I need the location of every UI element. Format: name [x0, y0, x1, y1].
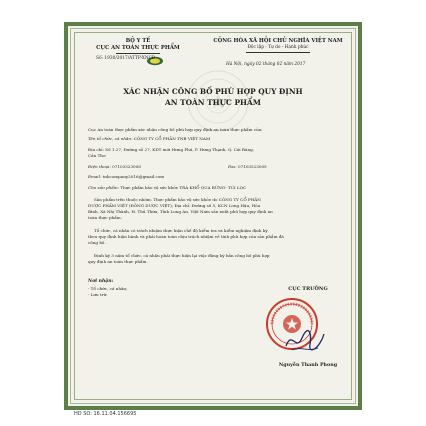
document-number: Số: 1930/2017/ATTP-XNCB — [96, 56, 156, 61]
recipient-item-2: - Lưu trữ. — [88, 292, 108, 297]
responsibility-line-1: Tổ chức, cá nhân có trách nhiệm thực hiện chế độ kiểm tra và kiểm nghiệm định kỳ — [94, 228, 268, 233]
country-name: CỘNG HÒA XÃ HỘI CHỦ NGHĨA VIỆT NAM — [213, 38, 343, 44]
recipients-label: Nơi nhận: — [88, 279, 114, 284]
responsibility-line-2: theo quy định hiện hành và phải hoàn toàn chịu trách nhiệm về tính phù hợp của sản phẩm đã — [88, 234, 284, 239]
organization-value: CÔNG TY CỔ PHẦN TNB VIỆT NAM — [133, 136, 211, 141]
product-value: Thực phẩm bảo vệ sức khỏe TRÀ KHỔ QUA RỪNG- TÚI LỌC — [120, 185, 247, 190]
phone-label: Điện thoại: — [88, 164, 111, 169]
email-line — [88, 174, 164, 180]
address-line-2: Cần Thơ — [88, 153, 106, 158]
phone-value: 07103523008 — [112, 164, 141, 169]
manufacturer-line-3: Bình, Xã Nhị Thành, H. Thủ Thừa, Tỉnh Long An, Việt Nam sản xuất phù hợp quy định an — [88, 209, 273, 214]
agency-underline — [116, 53, 160, 54]
organization-label: Tên tổ chức, cá nhân: — [88, 136, 133, 141]
certificate-title-line1: XÁC NHẬN CÔNG BỐ PHÙ HỢP QUY ĐỊNH — [123, 87, 303, 96]
periodic-line-2: quy định an toàn thực phẩm. — [88, 259, 148, 264]
footer-code: HD SO: 16.11.04.156695 — [74, 411, 137, 417]
product-line — [88, 185, 246, 191]
periodic-line-1: Định kỳ 3 năm tổ chức, cá nhân phải thực hiện lại việc đăng ký bản công bố phù hợp — [94, 253, 270, 258]
fax-label: Fax: — [228, 164, 237, 169]
address-line-1: Địa chỉ: Số 1.27, Đường số 27, KDT mới Hưng Phú, P. Hưng Thạnh, Q. Cái Răng, — [88, 147, 255, 152]
intro-text: Cục An toàn thực phẩm xác nhận công bố phù hợp quy định an toàn thực phẩm của: — [88, 127, 263, 132]
manufacturer-line-1: Sản phẩm trên thuộc nhóm: Thực phẩm bảo vệ sức khỏe do CÔNG TY CỔ PHẦN — [94, 197, 261, 202]
agency-name: CỤC AN TOÀN THỰC PHẨM — [96, 45, 180, 51]
motto-underline — [246, 52, 310, 53]
place-and-date: Hà Nội, ngày 02 tháng 02 năm 2017 — [226, 62, 306, 67]
handwritten-signature — [282, 326, 326, 356]
recipient-item-1: - Tổ chức, cá nhân; — [88, 286, 128, 291]
fax-line — [228, 164, 267, 170]
certificate-title-line2: AN TOÀN THỰC PHẨM — [165, 98, 261, 107]
responsibility-line-3: công bố. — [88, 240, 106, 245]
fax-value: 07103523009 — [238, 164, 267, 169]
certificate-document — [64, 22, 362, 410]
manufacturer-line-4: toàn thực phẩm. — [88, 215, 122, 220]
ministry-name: BỘ Y TẾ — [125, 38, 151, 44]
product-label: Cho sản phẩm: — [88, 185, 120, 190]
signatory-title: CỤC TRƯỞNG — [288, 286, 328, 292]
national-motto: Độc lập - Tự do - Hạnh phúc — [247, 45, 309, 50]
email-label: Email: — [88, 174, 102, 179]
phone-line — [88, 164, 141, 170]
email-value: tnbcompany2016@gmail.com — [102, 174, 165, 179]
signatory-name: Nguyễn Thanh Phong — [278, 362, 338, 368]
organization-line — [88, 136, 210, 142]
manufacturer-line-2: DƯỢC PHẨM VIỆT (ĐÔNG DƯỢC VIỆT); Địa chỉ: Đường số 5, KCN Long Hậu, Hòa — [88, 203, 261, 208]
